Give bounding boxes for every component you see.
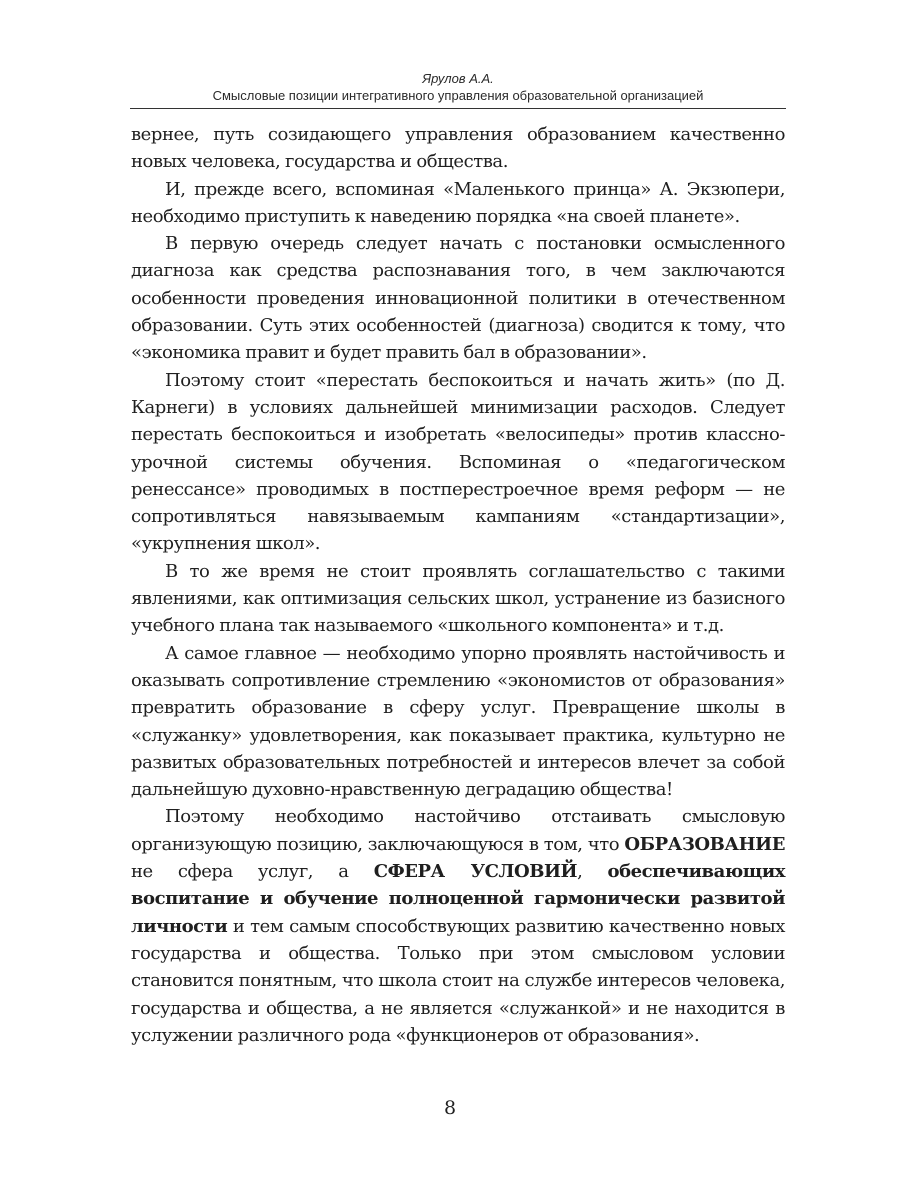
paragraph-7 — [131, 803, 785, 1049]
paragraph-1: вернее, путь созидающего управления образованием качественно новых человека, государства и общества. — [131, 124, 785, 173]
header-author: Ярулов А.А. — [422, 71, 494, 86]
paragraph-3: В первую очередь следует начать с постановки осмысленного диагноза как средства распознавания того, в чем заключаются особенности проведения инновационной политики в отечественном образовании. Суть этих особенностей (диагноза) сводится к тому, что «экономика правит и будет править бал в образовании». — [131, 233, 785, 364]
paragraph-5: В то же время не стоит проявлять соглашательство с такими явлениями, как оптимизация сельских школ, устранение из базисного учебного плана так называемого «школьного компонента» и т.д. — [131, 560, 785, 637]
page-number: 8 — [443, 1097, 457, 1119]
paragraph-7-text-1: Поэтому необходимо настойчиво отстаивать смысловую организующую позицию, заключающуюся в том, что — [131, 806, 785, 855]
running-header — [130, 70, 786, 104]
body-text — [131, 121, 785, 1049]
paragraph-7-text-4: и тем самым способствующих развитию качественно новых государства и общества. Только при этом смысловом условии становится понятным, что школа стоит на службе интересов человека, государства и общества, а не является «служанкой» и не находится в услужении различного рода «функционеров от образования». — [131, 915, 785, 1046]
paragraph-6: А самое главное — необходимо упорно проявлять настойчивость и оказывать сопротивление стремлению «экономистов от образования» превратить образование в сферу услуг. Превращение школы в «служанку» удовлетворения, как показывает практика, культурно не развитых образовательных потребностей и интересов влечет за собой дальнейшую духовно-нравственную деградацию общества! — [131, 642, 785, 801]
header-divider — [130, 108, 786, 109]
paragraph-2: И, прежде всего, вспоминая «Маленького принца» А. Экзюпери, необходимо приступить к наведению порядка «на своей планете». — [131, 178, 785, 227]
paragraph-7-text-2: не сфера услуг, а — [131, 861, 374, 883]
emphasis-obrazovanie: ОБРАЗОВАНИЕ — [624, 833, 785, 855]
paragraph-7-text-3: , — [577, 861, 608, 883]
header-title: Смысловые позиции интегративного управления образовательной организацией — [212, 88, 704, 103]
emphasis-sfera-usloviy: СФЕРА УСЛОВИЙ — [373, 861, 578, 883]
emphasis-vospitanie: обеспечивающих воспитание и обучение полноценной гармонически развитой личности — [131, 861, 786, 937]
paragraph-4: Поэтому стоит «перестать беспокоиться и начать жить» (по Д. Карнеги) в условиях дальнейшей минимизации расходов. Следует перестать беспокоиться и изобретать «велосипеды» против классно-урочной системы обучения. Вспоминая о «педагогическом ренессансе» проводимых в постперестроечное время реформ — не сопротивляться навязываемым кампаниям «стандартизации», «укрупнения школ». — [131, 369, 785, 555]
